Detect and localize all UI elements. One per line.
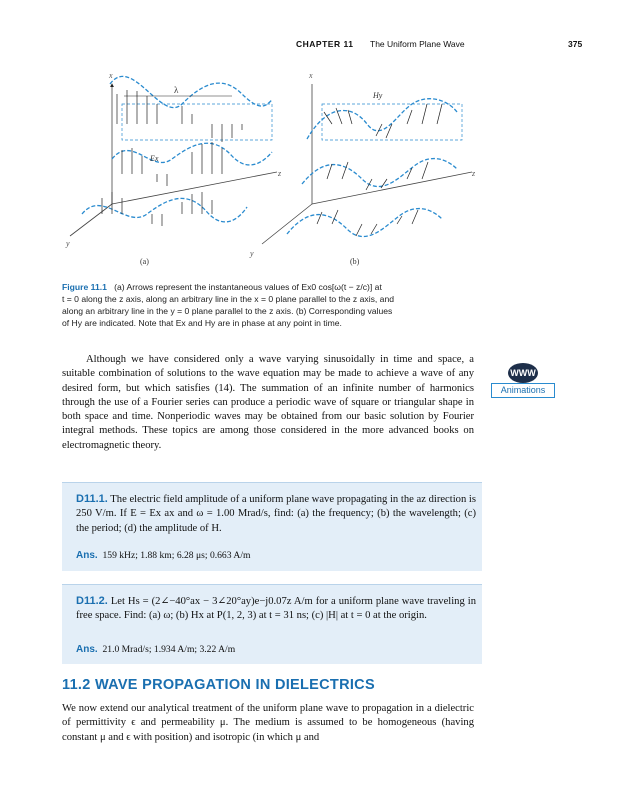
panel-b-label: (b): [350, 257, 360, 266]
caption-label: Figure 11.1: [62, 282, 107, 292]
caption-line-3: along an arbitrary line in the y = 0 plane parallel to the z axis. (b) Corresponding values: [62, 306, 393, 316]
axis-y-label-b: y: [250, 249, 254, 258]
axis-x-label-b: x: [309, 71, 313, 80]
figure-11-1: [62, 64, 482, 274]
body-paragraph: Although we have considered only a wave varying sinusoidally in time and space, a suitable combination of solutions to the wave equation may be made to achieve a wave of any desired form, but which satisfies (14). The summation of an infinite number of harmonics through the use of a Fourier series can produce a periodic wave of square or triangular shape in both space and time. Nonperiodic waves may be obtained from our basic solution by Fourier integral methods. These topics are among those considered in the more advanced books on electromagnetic theory.: [62, 354, 474, 451]
lambda-label: λ: [174, 85, 179, 95]
drill1-label: D11.1.: [76, 493, 108, 505]
drill2-answer: 21.0 Mrad/s; 1.934 A/m; 3.22 A/m: [102, 644, 236, 655]
panel-a-label: (a): [140, 257, 149, 266]
axis-y-label-a: y: [66, 239, 70, 248]
ex-label: Ex: [150, 154, 159, 163]
www-globe-icon: WWW: [508, 363, 538, 383]
caption-line-1: (a) Arrows represent the instantaneous values of Ex0 cos[ω(t − z/c)] at: [114, 282, 382, 292]
caption-line-2: t = 0 along the z axis, along an arbitrary line in the x = 0 plane parallel to the z axis, and: [62, 294, 395, 304]
animations-link[interactable]: Animations: [491, 383, 555, 398]
drill1-answer: 159 kHz; 1.88 km; 6.28 μs; 0.663 A/m: [102, 550, 251, 561]
hy-label: Hy: [373, 91, 383, 100]
drill-problem-d11-2: [62, 584, 482, 664]
axis-z-label-a: z: [278, 169, 282, 178]
section-heading: 11.2 WAVE PROPAGATION IN DIELECTRICS: [62, 677, 375, 693]
axis-x-label-a: x: [109, 71, 113, 80]
chapter-title: The Uniform Plane Wave: [370, 39, 465, 49]
panel-a: [65, 71, 282, 266]
drill-problem-d11-1: [62, 482, 482, 571]
drill2-text: Let Hs = (2∠−40°ax − 3∠20°ay)e−j0.07z A/m for a uniform plane wave traveling in free space. Find: (a) ω; (b) Hx at P(1, 2, 3) at t = 31 ns; (c) |H| at t = 0 at the origin.: [76, 596, 476, 622]
page-header: [0, 39, 627, 53]
www-animations-badge[interactable]: [491, 363, 555, 399]
chapter-label: CHAPTER 11: [296, 39, 354, 49]
page-number: 375: [568, 39, 583, 49]
drill2-label: D11.2.: [76, 595, 108, 607]
drill1-ans-label: Ans.: [76, 550, 98, 561]
axis-z-label-b: z: [472, 169, 476, 178]
drill2-ans-label: Ans.: [76, 644, 98, 655]
figure-caption: [62, 281, 482, 329]
caption-line-4: of Hy are indicated. Note that Ex and Hy are in phase at any point in time.: [62, 318, 342, 328]
panel-b: [249, 71, 476, 266]
drill1-text: The electric field amplitude of a uniform plane wave propagating in the az direction is 250 V/m. If E = Ex ax and ω = 1.00 Mrad/s, find: (a) the frequency; (b) the wavelength; (c) the period; (d) the amplitude of H.: [76, 494, 476, 534]
section-paragraph: We now extend our analytical treatment of the uniform plane wave to propagation in a dielectric of permittivity ϵ and permeability μ. The medium is assumed to be homogeneous (having constant μ and ϵ with position) and isotropic (in which μ and: [62, 703, 474, 743]
